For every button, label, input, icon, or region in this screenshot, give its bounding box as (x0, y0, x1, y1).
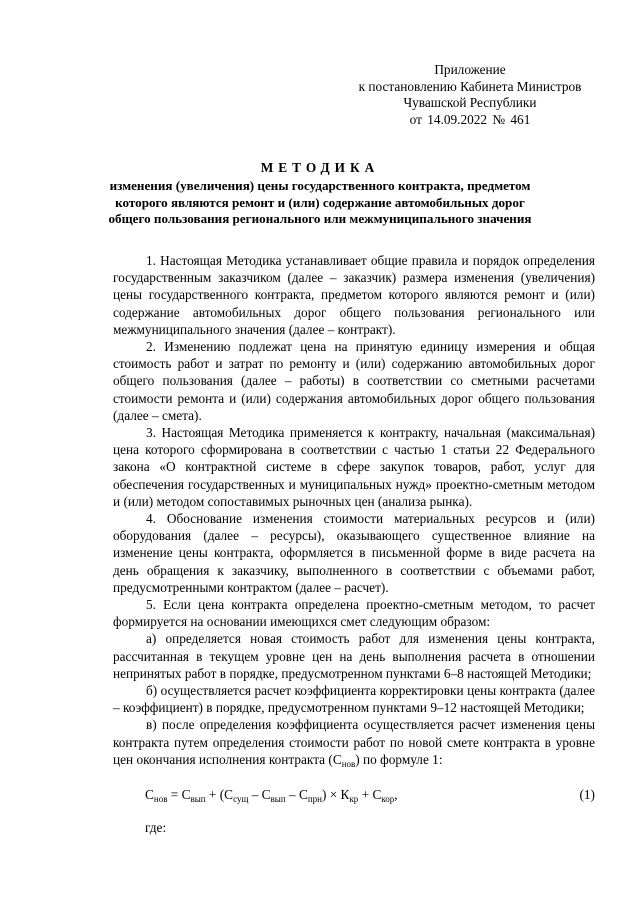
formula-symbol: С (145, 787, 154, 802)
paragraph-3: 3. Настоящая Методика применяется к контракту, начальная (максимальная) цена которого сформирована в соответствии с частью 1 статьи 22 Федерального закона «О контрактной системе в сфере закупок товаров, работ, услуг для обеспечения государственных и муниципальных нужд» проектно-сметным методом и (или) методом сопоставимых рыночных цен (анализа рынка). (113, 425, 595, 509)
subparagraph-a: а) определяется новая стоимость работ для изменения цены контракта, рассчитанная в текущем уровне цен на день выполнения расчета в отношении непринятых работ в порядке, предусмотренном пунктами 6–8 настоящей Методики; (113, 631, 595, 681)
where-label: где: (145, 820, 167, 835)
paragraph-4: 4. Обоснование изменения стоимости материальных ресурсов и (или) оборудования (далее – ресурсы), оказывающего существенное влияние на изменение цены контракта, оформляется в письменной форме в виде расчета на день обращения к заказчику, выполненного в соответствии с объемами работ, предусмотренными контрактом (далее – расчет). (113, 511, 595, 595)
formula-symbol: – С (248, 787, 271, 802)
subscript: кор (381, 794, 395, 804)
subscript: вып (270, 794, 286, 804)
formula-symbol: ) × К (321, 787, 350, 802)
subparagraph-c-text: в) после определения коэффициента осуществляется расчет изменения цены контракта путем определения стоимости работ по новой смете контракта в уровне цен окончания исполнения контракта (С (113, 717, 595, 767)
formula-symbol: , (394, 787, 398, 802)
appendix-block (340, 62, 600, 128)
appendix-line: Приложение (434, 62, 506, 77)
formula-symbol: – С (285, 787, 308, 802)
document-body (113, 252, 595, 768)
formula-symbol: + (С (205, 787, 234, 802)
subtitle-line: общего пользования регионального или межмуниципального значения (108, 211, 532, 226)
subparagraph-c-end: ) по формуле 1: (355, 751, 443, 767)
subparagraph-b: б) осуществляется расчет коэффициента корректировки цены контракта (далее – коэффициент) в порядке, предусмотренном пунктами 9–12 настоящей Методики; (113, 683, 595, 716)
formula-number: (1) (579, 787, 595, 802)
formula-symbol: + С (358, 787, 382, 802)
paragraph-2: 2. Изменению подлежат цена на принятую единицу измерения и общая стоимость работ и затрат по ремонту и (или) содержанию автомобильных дорог общего пользования (далее – работы) в соответствии со сметными расчетами стоимости ремонта и (или) содержания автомобильных дорог общего пользования (далее – смета). (113, 339, 595, 423)
document-subtitle (100, 178, 540, 228)
subscript: нов (341, 758, 356, 769)
subscript: вып (190, 794, 206, 804)
subscript: кр (349, 794, 359, 804)
subparagraph-c (113, 716, 595, 768)
subtitle-line: которого являются ремонт и (или) содержание автомобильных дорог (115, 194, 525, 210)
formula-expression (145, 786, 398, 803)
paragraph-5: 5. Если цена контракта определена проектно-сметным методом, то расчет формируется на основании имеющихся смет следующим образом: (113, 597, 595, 630)
document-title: МЕТОДИКА (260, 160, 380, 175)
subtitle-line: изменения (увеличения) цены государственного контракта, предметом (109, 178, 531, 193)
formula-symbol: = С (167, 787, 191, 802)
paragraph-1: 1. Настоящая Методика устанавливает общие правила и порядок определения государственным заказчиком (далее – заказчик) размера изменения (увеличения) цены государственного контракта, предметом которого являются ремонт и (или) содержание автомобильных дорог общего пользования регионального или межмуниципального значения (далее – контракт). (113, 253, 595, 337)
appendix-line: к постановлению Кабинета Министров (358, 78, 582, 94)
subscript: нов (153, 794, 168, 804)
subscript: прн (307, 794, 322, 804)
appendix-line: Чувашской Республики (403, 95, 537, 110)
appendix-date-line: от 14.09.2022 № 461 (409, 111, 531, 127)
subscript: сущ (233, 794, 249, 804)
